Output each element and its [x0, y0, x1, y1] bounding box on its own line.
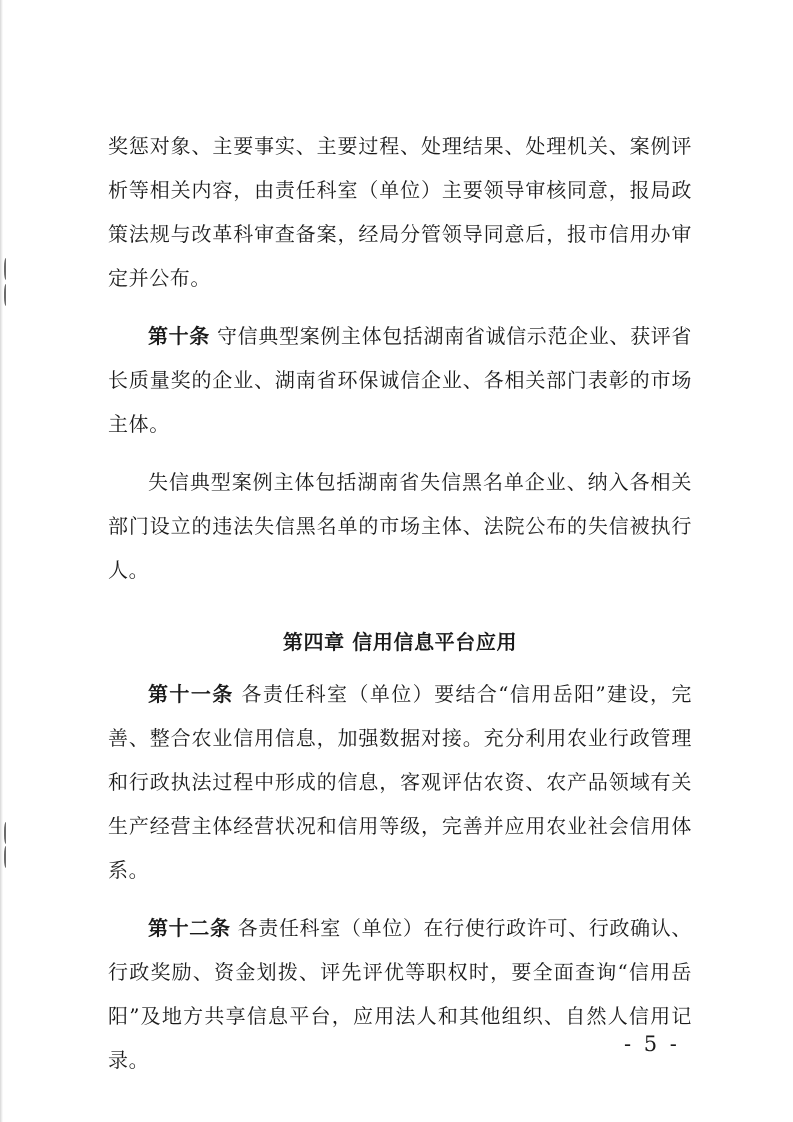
article-12-label: 第十二条	[148, 916, 231, 940]
scan-binding-mark	[4, 284, 9, 306]
scan-edge	[0, 0, 3, 1122]
scan-binding-mark	[4, 258, 9, 280]
article-10	[108, 314, 692, 446]
paragraph-case-content: 奖惩对象、主要事实、主要过程、处理结果、处理机关、案例评析等相关内容，由责任科室（单位）主要领导审核同意，报局政策法规与改革科审查备案，经局分管领导同意后，报市信用办审定并公布。	[108, 134, 692, 290]
document-body	[108, 124, 692, 1082]
page-number: - 5 -	[624, 1032, 680, 1056]
article-10-text: 守信典型案例主体包括湖南省诚信示范企业、获评省长质量奖的企业、湖南省环保诚信企业、各相关部门表彰的市场主体。	[108, 324, 692, 436]
article-11-label: 第十一条	[148, 682, 234, 706]
article-12-text: 各责任科室（单位）在行使行政许可、行政确认、行政奖励、资金划拨、评先评优等职权时，要全面查询“信用岳阳”及地方共享信息平台，应用法人和其他组织、自然人信用记录。	[108, 916, 692, 1072]
article-12	[108, 906, 692, 1082]
scan-binding-mark	[4, 822, 9, 844]
article-11	[108, 672, 692, 892]
article-10-label: 第十条	[148, 324, 210, 348]
scan-binding-mark	[4, 846, 9, 868]
paragraph-dishonest-subjects: 失信典型案例主体包括湖南省失信黑名单企业、纳入各相关部门设立的违法失信黑名单的市场主体、法院公布的失信被执行人。	[108, 470, 692, 582]
article-11-text: 各责任科室（单位）要结合“信用岳阳”建设，完善、整合农业信用信息，加强数据对接。充分利用农业行政管理和行政执法过程中形成的信息，客观评估农资、农产品领域有关生产经营主体经营状况和信用等级，完善并应用农业社会信用体系。	[108, 682, 692, 882]
chapter-4-title: 第四章 信用信息平台应用	[282, 630, 518, 654]
